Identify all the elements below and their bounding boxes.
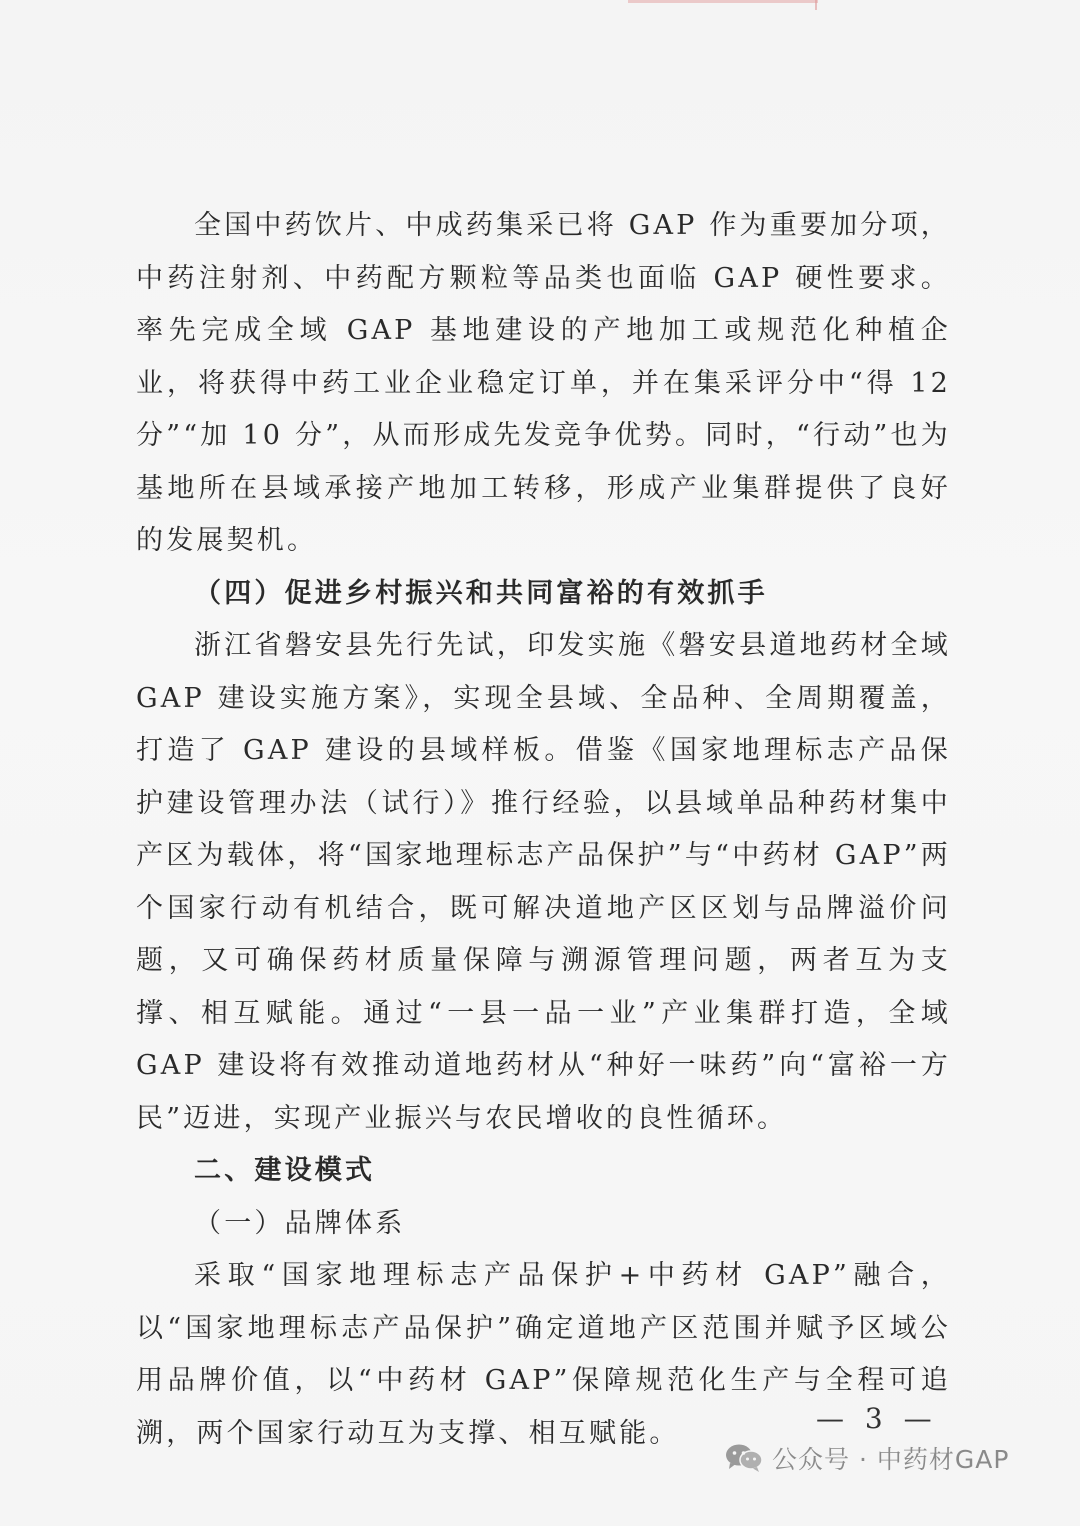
watermark — [724, 1440, 1009, 1476]
subheading-brand-system: （一）品牌体系 — [194, 1207, 406, 1239]
watermark-text: 公众号 · 中药材GAP — [772, 1445, 1010, 1474]
subheading-rural-revitalization: （四）促进乡村振兴和共同富裕的有效抓手 — [194, 577, 768, 609]
page-number: — 3 — — [816, 1402, 938, 1435]
paragraph-brand-integration: 采取“国家地理标志产品保护+中药材 GAP”融合，以“国家地理标志产品保护”确定道地产区范围并赋予区域公用品牌价值，以“中药材 GAP”保障规范化生产与全程可追溯，两个国家行动互为支撑、相互赋能。 — [136, 1260, 951, 1449]
section-heading-construction-mode: 二、建设模式 — [194, 1155, 376, 1186]
paragraph-panan-county: 浙江省磐安县先行先试，印发实施《磐安县道地药材全域 GAP 建设实施方案》，实现全县域、全品种、全周期覆盖，打造了 GAP 建设的县域样板。借鉴《国家地理标志产品保护建设管理办法（试行）》推行经验，以县域单品种药材集中产区为载体，将“国家地理标志产品保护”与“中药材 GAP”两个国家行动有机结合，既可解决道地产区区划与品牌溢价问题，又可确保药材质量保障与溯源管理问题，两者互为支撑、相互赋能。通过“一县一品一业”产业集群打造，全域 GAP 建设将有效推动道地药材从“种好一味药”向“富裕一方民”迈进，实现产业振兴与农民增收的良性循环。 — [136, 630, 951, 1134]
scan-edge-mark-end — [815, 0, 817, 10]
wechat-icon — [724, 1442, 764, 1474]
scan-edge-mark — [628, 0, 818, 3]
paragraph-gap-procurement: 全国中药饮片、中成药集采已将 GAP 作为重要加分项，中药注射剂、中药配方颗粒等品类也面临 GAP 硬性要求。率先完成全域 GAP 基地建设的产地加工或规范化种植企业，将获得中药工业企业稳定订单，并在集采评分中“得 12 分”“加 10 分”，从而形成先发竞争优势。同时，“行动”也为基地所在县域承接产地加工转移，形成产业集群提供了良好的发展契机。 — [136, 210, 951, 556]
document-body — [136, 200, 951, 1460]
